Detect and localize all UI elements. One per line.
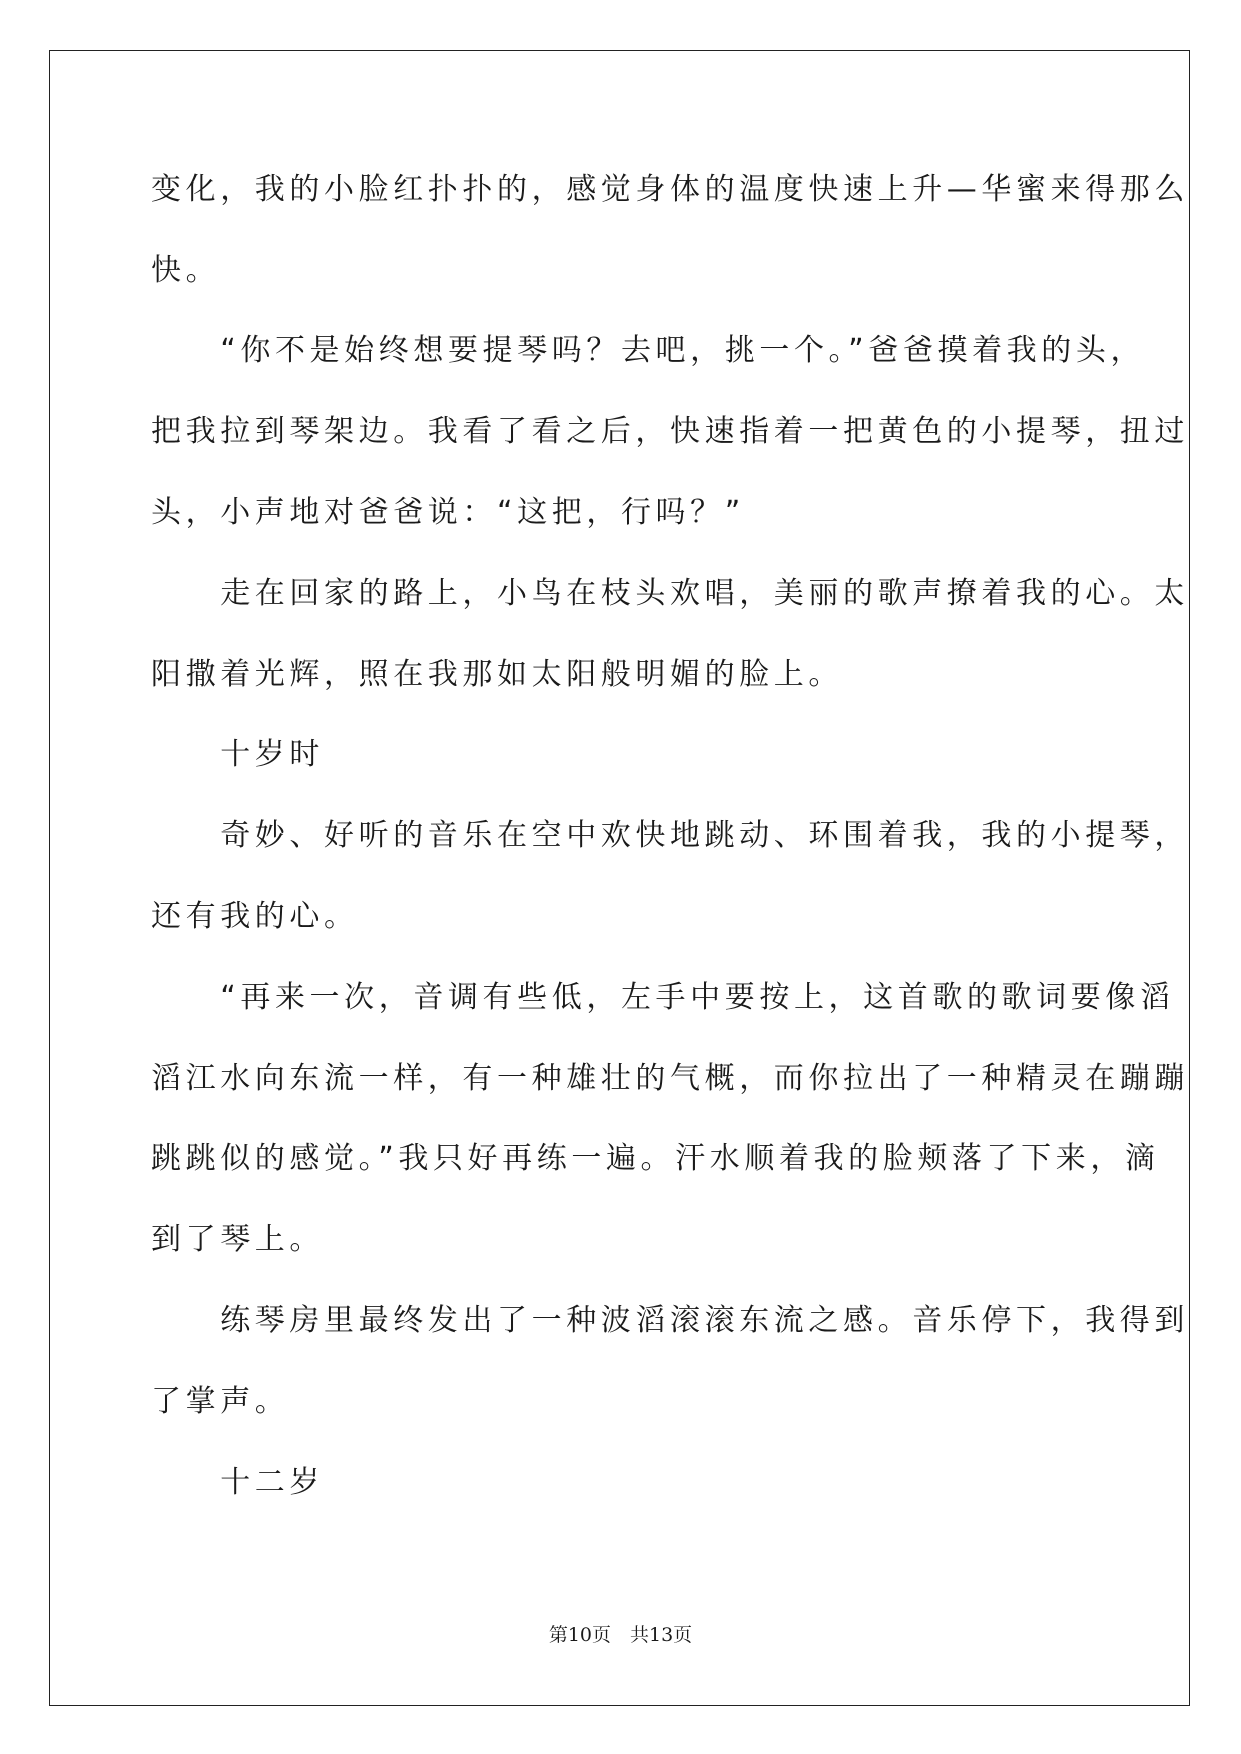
page-number-label: 第10页 共13页 xyxy=(548,1624,693,1646)
body-line: “你不是始终想要提琴吗？去吧，挑一个。”爸爸摸着我的头， xyxy=(151,333,1146,368)
body-line: 把我拉到琴架边。我看了看之后，快速指着一把黄色的小提琴，扭过 xyxy=(151,414,1189,449)
body-line: 变化，我的小脸红扑扑的，感觉身体的温度快速上升—华蜜来得那么 xyxy=(151,172,1189,207)
body-line: 阳撒着光辉，照在我那如太阳般明媚的脸上。 xyxy=(151,657,843,692)
body-line: 奇妙、好听的音乐在空中欢快地跳动、环围着我，我的小提琴， xyxy=(151,818,1189,853)
page-border xyxy=(49,50,1190,1706)
body-line: 练琴房里最终发出了一种波滔滚滚东流之感。音乐停下，我得到 xyxy=(151,1303,1189,1338)
body-line: 了掌声。 xyxy=(151,1384,290,1419)
body-line: “再来一次，音调有些低，左手中要按上，这首歌的歌词要像滔 xyxy=(151,980,1175,1015)
body-line: 走在回家的路上，小鸟在枝头欢唱，美丽的歌声撩着我的心。太 xyxy=(151,576,1189,611)
body-line: 头，小声地对爸爸说：“这把，行吗？” xyxy=(151,495,745,530)
body-line: 快。 xyxy=(151,253,221,288)
body-line: 十岁时 xyxy=(151,737,324,772)
body-line: 到了琴上。 xyxy=(151,1222,324,1257)
body-line: 还有我的心。 xyxy=(151,899,359,934)
page-footer xyxy=(0,1620,1241,1647)
body-line: 跳跳似的感觉。”我只好再练一遍。汗水顺着我的脸颊落了下来，滴 xyxy=(151,1141,1160,1176)
body-line: 滔江水向东流一样，有一种雄壮的气概，而你拉出了一种精灵在蹦蹦 xyxy=(151,1061,1189,1096)
body-line: 十二岁 xyxy=(151,1465,324,1500)
